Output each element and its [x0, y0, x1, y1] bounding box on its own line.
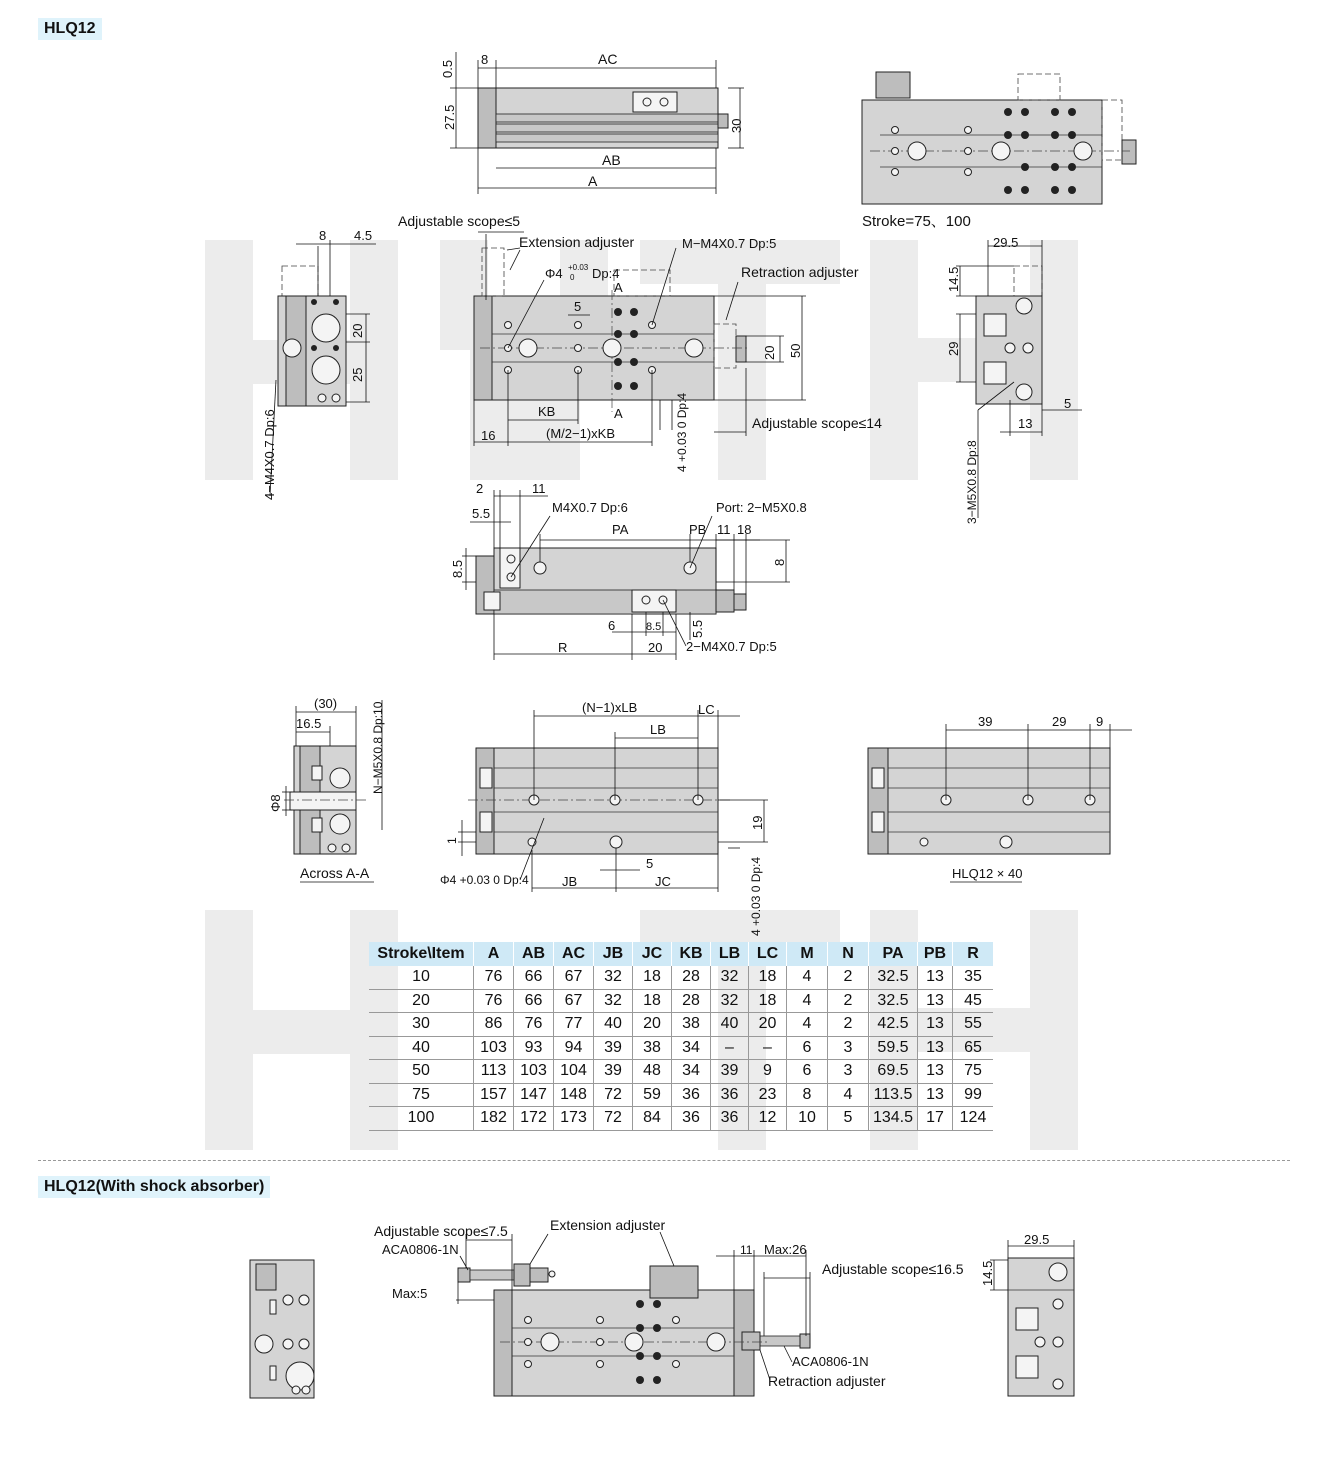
lb-dim-1: 1: [445, 837, 459, 844]
table-row: [369, 1036, 993, 1060]
table-header: PA: [869, 942, 918, 966]
table-row: [369, 1013, 993, 1037]
table-cell: 17: [918, 1107, 953, 1131]
table-body: [369, 966, 993, 1130]
table-cell: 40: [594, 1013, 633, 1037]
table-cell: 3: [828, 1060, 869, 1084]
table-cell: 32: [711, 989, 749, 1013]
table-cell: 2: [828, 989, 869, 1013]
table-cell: 8: [787, 1083, 828, 1107]
bottom-dim-8: 8: [772, 558, 787, 566]
bottom-dim-18: 18: [737, 522, 752, 537]
table-cell: 45: [953, 989, 994, 1013]
main-dim-m2kb: (M/2−1)xKB: [546, 426, 615, 441]
table-cell: 113.5: [869, 1083, 918, 1107]
bottom-dim-2: 2: [476, 481, 484, 496]
table-cell: 75: [953, 1060, 994, 1084]
shock-aca-2: ACA0806-1N: [792, 1354, 869, 1369]
view-plan-stroke-75-100: [862, 72, 1136, 230]
table-cell: 4: [787, 989, 828, 1013]
side-dim-25: 25: [350, 367, 365, 382]
table-cell: 67: [554, 989, 594, 1013]
table-cell-stroke: 100: [369, 1107, 474, 1131]
table-cell: 113: [474, 1060, 514, 1084]
table-cell: 23: [749, 1083, 787, 1107]
lb-dim-nlb: (N−1)xLB: [582, 700, 638, 715]
aa-title: Across A-A: [300, 865, 370, 881]
table-cell: –: [749, 1036, 787, 1060]
dimension-table: [369, 942, 993, 1131]
table-cell: 32.5: [869, 989, 918, 1013]
view-hlq12x40: [868, 714, 1132, 882]
table-cell: 59.5: [869, 1036, 918, 1060]
dim-30: 30: [729, 118, 744, 133]
table-cell: 13: [918, 1060, 953, 1084]
view-shock-main: [374, 1217, 964, 1396]
table-cell-stroke: 20: [369, 989, 474, 1013]
table-cell-stroke: 30: [369, 1013, 474, 1037]
bottom-dim-5-5b: 5.5: [690, 619, 705, 638]
shock-right-dim-14-5: 14.5: [980, 1260, 995, 1286]
table-cell-stroke: 40: [369, 1036, 474, 1060]
main-dim-kb: KB: [538, 404, 556, 419]
table-cell: 6: [787, 1036, 828, 1060]
table-cell: 172: [514, 1107, 554, 1131]
bottom-dim-8-5: 8.5: [450, 559, 465, 578]
main-dim-20: 20: [762, 345, 777, 360]
table-cell: 66: [514, 966, 554, 989]
table-cell: 13: [918, 966, 953, 989]
table-cell: 28: [672, 966, 711, 989]
table-cell: 157: [474, 1083, 514, 1107]
table-cell: 13: [918, 1036, 953, 1060]
phi4-tol0: 0: [570, 273, 575, 282]
table-cell: 86: [474, 1013, 514, 1037]
section-heading-shock-absorber: HLQ12(With shock absorber): [38, 1176, 270, 1198]
table-cell: 65: [953, 1036, 994, 1060]
extension-adjuster-label: Extension adjuster: [519, 234, 635, 250]
table-cell-stroke: 50: [369, 1060, 474, 1084]
shock-adj-scope-7-5: Adjustable scope≤7.5: [374, 1223, 508, 1239]
table-cell: 84: [633, 1107, 672, 1131]
table-cell: 40: [711, 1013, 749, 1037]
table-cell: 2: [828, 1013, 869, 1037]
table-cell: 18: [633, 989, 672, 1013]
shock-retraction-adjuster: Retraction adjuster: [768, 1373, 886, 1389]
x40-dim-39: 39: [978, 714, 993, 729]
aa-phi8: Φ8: [268, 794, 283, 812]
lb-dim-jc: JC: [655, 874, 671, 889]
aa-thread-note: N−M5X0.8 Dp:10: [371, 701, 385, 794]
table-cell: 76: [474, 966, 514, 989]
lb-dim-19: 19: [750, 815, 765, 830]
shock-dim-11: 11: [740, 1243, 753, 1257]
main-dim-5: 5: [574, 299, 582, 314]
table-cell: 20: [749, 1013, 787, 1037]
view-bottom: [450, 481, 807, 660]
table-cell: 32.5: [869, 966, 918, 989]
bottom-dim-pb: PB: [689, 522, 707, 537]
table-cell: 72: [594, 1107, 633, 1131]
table-cell: 182: [474, 1107, 514, 1131]
view-shock-right: [980, 1232, 1074, 1396]
lb-dim-5: 5: [646, 856, 654, 871]
phi4-label: Φ4: [545, 266, 563, 281]
table-cell: 42.5: [869, 1013, 918, 1037]
table-cell: 104: [554, 1060, 594, 1084]
table-header: R: [953, 942, 994, 966]
right-dim-13: 13: [1018, 416, 1033, 431]
view-front-top: [440, 51, 744, 194]
lb-dim-jb: JB: [562, 874, 578, 889]
table-cell: 4: [787, 966, 828, 989]
table-header: N: [828, 942, 869, 966]
table-cell: 36: [711, 1107, 749, 1131]
table-header: Stroke\Item: [369, 942, 474, 966]
table-cell: 9: [749, 1060, 787, 1084]
shock-max-26: Max:26: [764, 1242, 807, 1257]
adj-scope-14: Adjustable scope≤14: [752, 415, 882, 431]
dim-27-5: 27.5: [442, 104, 457, 130]
table-cell: 148: [554, 1083, 594, 1107]
bottom-port-note: Port: 2−M5X0.8: [716, 500, 807, 515]
table-cell: 94: [554, 1036, 594, 1060]
table-header: LC: [749, 942, 787, 966]
table-row: [369, 966, 993, 989]
lb-dim-lc: LC: [698, 702, 715, 717]
bottom-dim-5-5: 5.5: [472, 506, 491, 521]
side-dim-4-5: 4.5: [354, 228, 373, 243]
bottom-dim-6: 6: [608, 618, 616, 633]
table-header: A: [474, 942, 514, 966]
table-cell: 93: [514, 1036, 554, 1060]
phi4-tol: +0.03: [568, 263, 589, 272]
table-cell: 39: [711, 1060, 749, 1084]
section-heading-hlq12: HLQ12: [38, 18, 102, 40]
table-header-row: [369, 942, 993, 966]
bottom-dim-20: 20: [648, 640, 663, 655]
table-cell: 59: [633, 1083, 672, 1107]
main-dim-4dp4: 4 +0.03 0 Dp:4: [675, 392, 689, 472]
bottom-m4-note: M4X0.7 Dp:6: [552, 500, 628, 515]
table-cell: 28: [672, 989, 711, 1013]
view-shock-left: [250, 1260, 314, 1398]
table-header: AB: [514, 942, 554, 966]
table-cell: 13: [918, 989, 953, 1013]
side-thread-note: 4−M4X0.7 Dp:6: [262, 409, 277, 500]
table-cell: 36: [672, 1083, 711, 1107]
right-dim-29: 29: [946, 341, 961, 356]
table-header: JB: [594, 942, 633, 966]
bottom-dim-11: 11: [532, 481, 546, 496]
table-cell: 13: [918, 1013, 953, 1037]
table-cell: 67: [554, 966, 594, 989]
table-cell: 76: [514, 1013, 554, 1037]
right-dim-29-5: 29.5: [993, 235, 1019, 250]
table-row: [369, 989, 993, 1013]
bottom-dim-pa: PA: [612, 522, 629, 537]
table-cell: 36: [672, 1107, 711, 1131]
table-cell: 2: [828, 966, 869, 989]
shock-adj-scope-16-5: Adjustable scope≤16.5: [822, 1261, 964, 1277]
table-row: [369, 1107, 993, 1131]
table-cell: 34: [672, 1060, 711, 1084]
right-thread-note: 3−M5X0.8 Dp:8: [965, 440, 979, 524]
x40-dim-29: 29: [1052, 714, 1067, 729]
m-m4-note: M−M4X0.7 Dp:5: [682, 236, 777, 251]
table-cell: 10: [787, 1107, 828, 1131]
table-cell: 103: [474, 1036, 514, 1060]
table-cell: 72: [594, 1083, 633, 1107]
table-cell: 173: [554, 1107, 594, 1131]
table-header: AC: [554, 942, 594, 966]
table-cell: 13: [918, 1083, 953, 1107]
table-cell: 36: [711, 1083, 749, 1107]
table-cell: 99: [953, 1083, 994, 1107]
table-cell: 55: [953, 1013, 994, 1037]
table-cell: 34: [672, 1036, 711, 1060]
table-cell: 5: [828, 1107, 869, 1131]
table-cell: 77: [554, 1013, 594, 1037]
adj-scope-5: Adjustable scope≤5: [398, 213, 521, 229]
lb-dim-lb: LB: [650, 722, 666, 737]
shock-aca-1: ACA0806-1N: [382, 1242, 459, 1257]
shock-extension-adjuster: Extension adjuster: [550, 1217, 666, 1233]
table-header: LB: [711, 942, 749, 966]
table-cell: 76: [474, 989, 514, 1013]
table-cell: 18: [633, 966, 672, 989]
view-lb-jb: [440, 700, 768, 936]
main-dim-16: 16: [481, 428, 496, 443]
table-cell: 48: [633, 1060, 672, 1084]
dim-ab: AB: [602, 152, 621, 168]
dim-0-5: 0.5: [440, 59, 455, 78]
side-dim-8: 8: [319, 228, 327, 243]
stroke-note: Stroke=75、100: [862, 213, 971, 230]
section-a-bottom: A: [614, 406, 623, 421]
table-cell: 12: [749, 1107, 787, 1131]
table-row: [369, 1060, 993, 1084]
table-header: M: [787, 942, 828, 966]
table-cell: 124: [953, 1107, 994, 1131]
lb-4dp4: 4 +0.03 0 Dp:4: [749, 856, 763, 936]
table-cell: 18: [749, 989, 787, 1013]
phi4-dp4: Dp:4: [592, 266, 620, 281]
table-cell: 103: [514, 1060, 554, 1084]
shock-max-5: Max:5: [392, 1286, 428, 1301]
x40-dim-9: 9: [1096, 714, 1104, 729]
table-cell: 35: [953, 966, 994, 989]
bottom-dim-8-5b: 8.5: [646, 621, 662, 633]
table-cell: 20: [633, 1013, 672, 1037]
table-cell: 66: [514, 989, 554, 1013]
right-dim-5: 5: [1064, 396, 1072, 411]
table-cell: 69.5: [869, 1060, 918, 1084]
table-cell: 39: [594, 1036, 633, 1060]
table-cell: 4: [787, 1013, 828, 1037]
right-dim-14-5: 14.5: [946, 266, 961, 292]
retraction-adjuster-label: Retraction adjuster: [741, 264, 859, 280]
bottom-m4-note-2: 2−M4X0.7 Dp:5: [686, 639, 777, 654]
table-header: PB: [918, 942, 953, 966]
view-across-a-a: [268, 696, 385, 882]
table-cell: 147: [514, 1083, 554, 1107]
table-cell: 32: [594, 966, 633, 989]
table-cell: 39: [594, 1060, 633, 1084]
table-cell: 134.5: [869, 1107, 918, 1131]
x40-title: HLQ12 × 40: [952, 866, 1023, 881]
table-cell: –: [711, 1036, 749, 1060]
table-cell-stroke: 10: [369, 966, 474, 989]
shock-right-dim-29-5: 29.5: [1024, 1232, 1050, 1247]
aa-dim-16-5: 16.5: [296, 716, 322, 731]
table-cell: 38: [633, 1036, 672, 1060]
bottom-dim-11b: 11: [717, 522, 731, 537]
table-cell: 3: [828, 1036, 869, 1060]
lb-phi4-note: Φ4 +0.03 0 Dp:4: [440, 873, 529, 887]
table-cell: 4: [828, 1083, 869, 1107]
table-cell: 38: [672, 1013, 711, 1037]
bottom-dim-r: R: [558, 640, 568, 655]
dim-ac: AC: [598, 51, 618, 67]
dim-8: 8: [481, 52, 489, 67]
side-dim-20: 20: [350, 323, 365, 338]
table-header: KB: [672, 942, 711, 966]
table-cell-stroke: 75: [369, 1083, 474, 1107]
section-a-top: A: [614, 280, 623, 295]
table-header: JC: [633, 942, 672, 966]
aa-dim-30: (30): [314, 696, 338, 711]
table-row: [369, 1083, 993, 1107]
table-cell: 32: [711, 966, 749, 989]
table-cell: 6: [787, 1060, 828, 1084]
table-cell: 32: [594, 989, 633, 1013]
main-dim-50: 50: [788, 343, 803, 358]
table-cell: 18: [749, 966, 787, 989]
dim-a: A: [588, 173, 598, 189]
